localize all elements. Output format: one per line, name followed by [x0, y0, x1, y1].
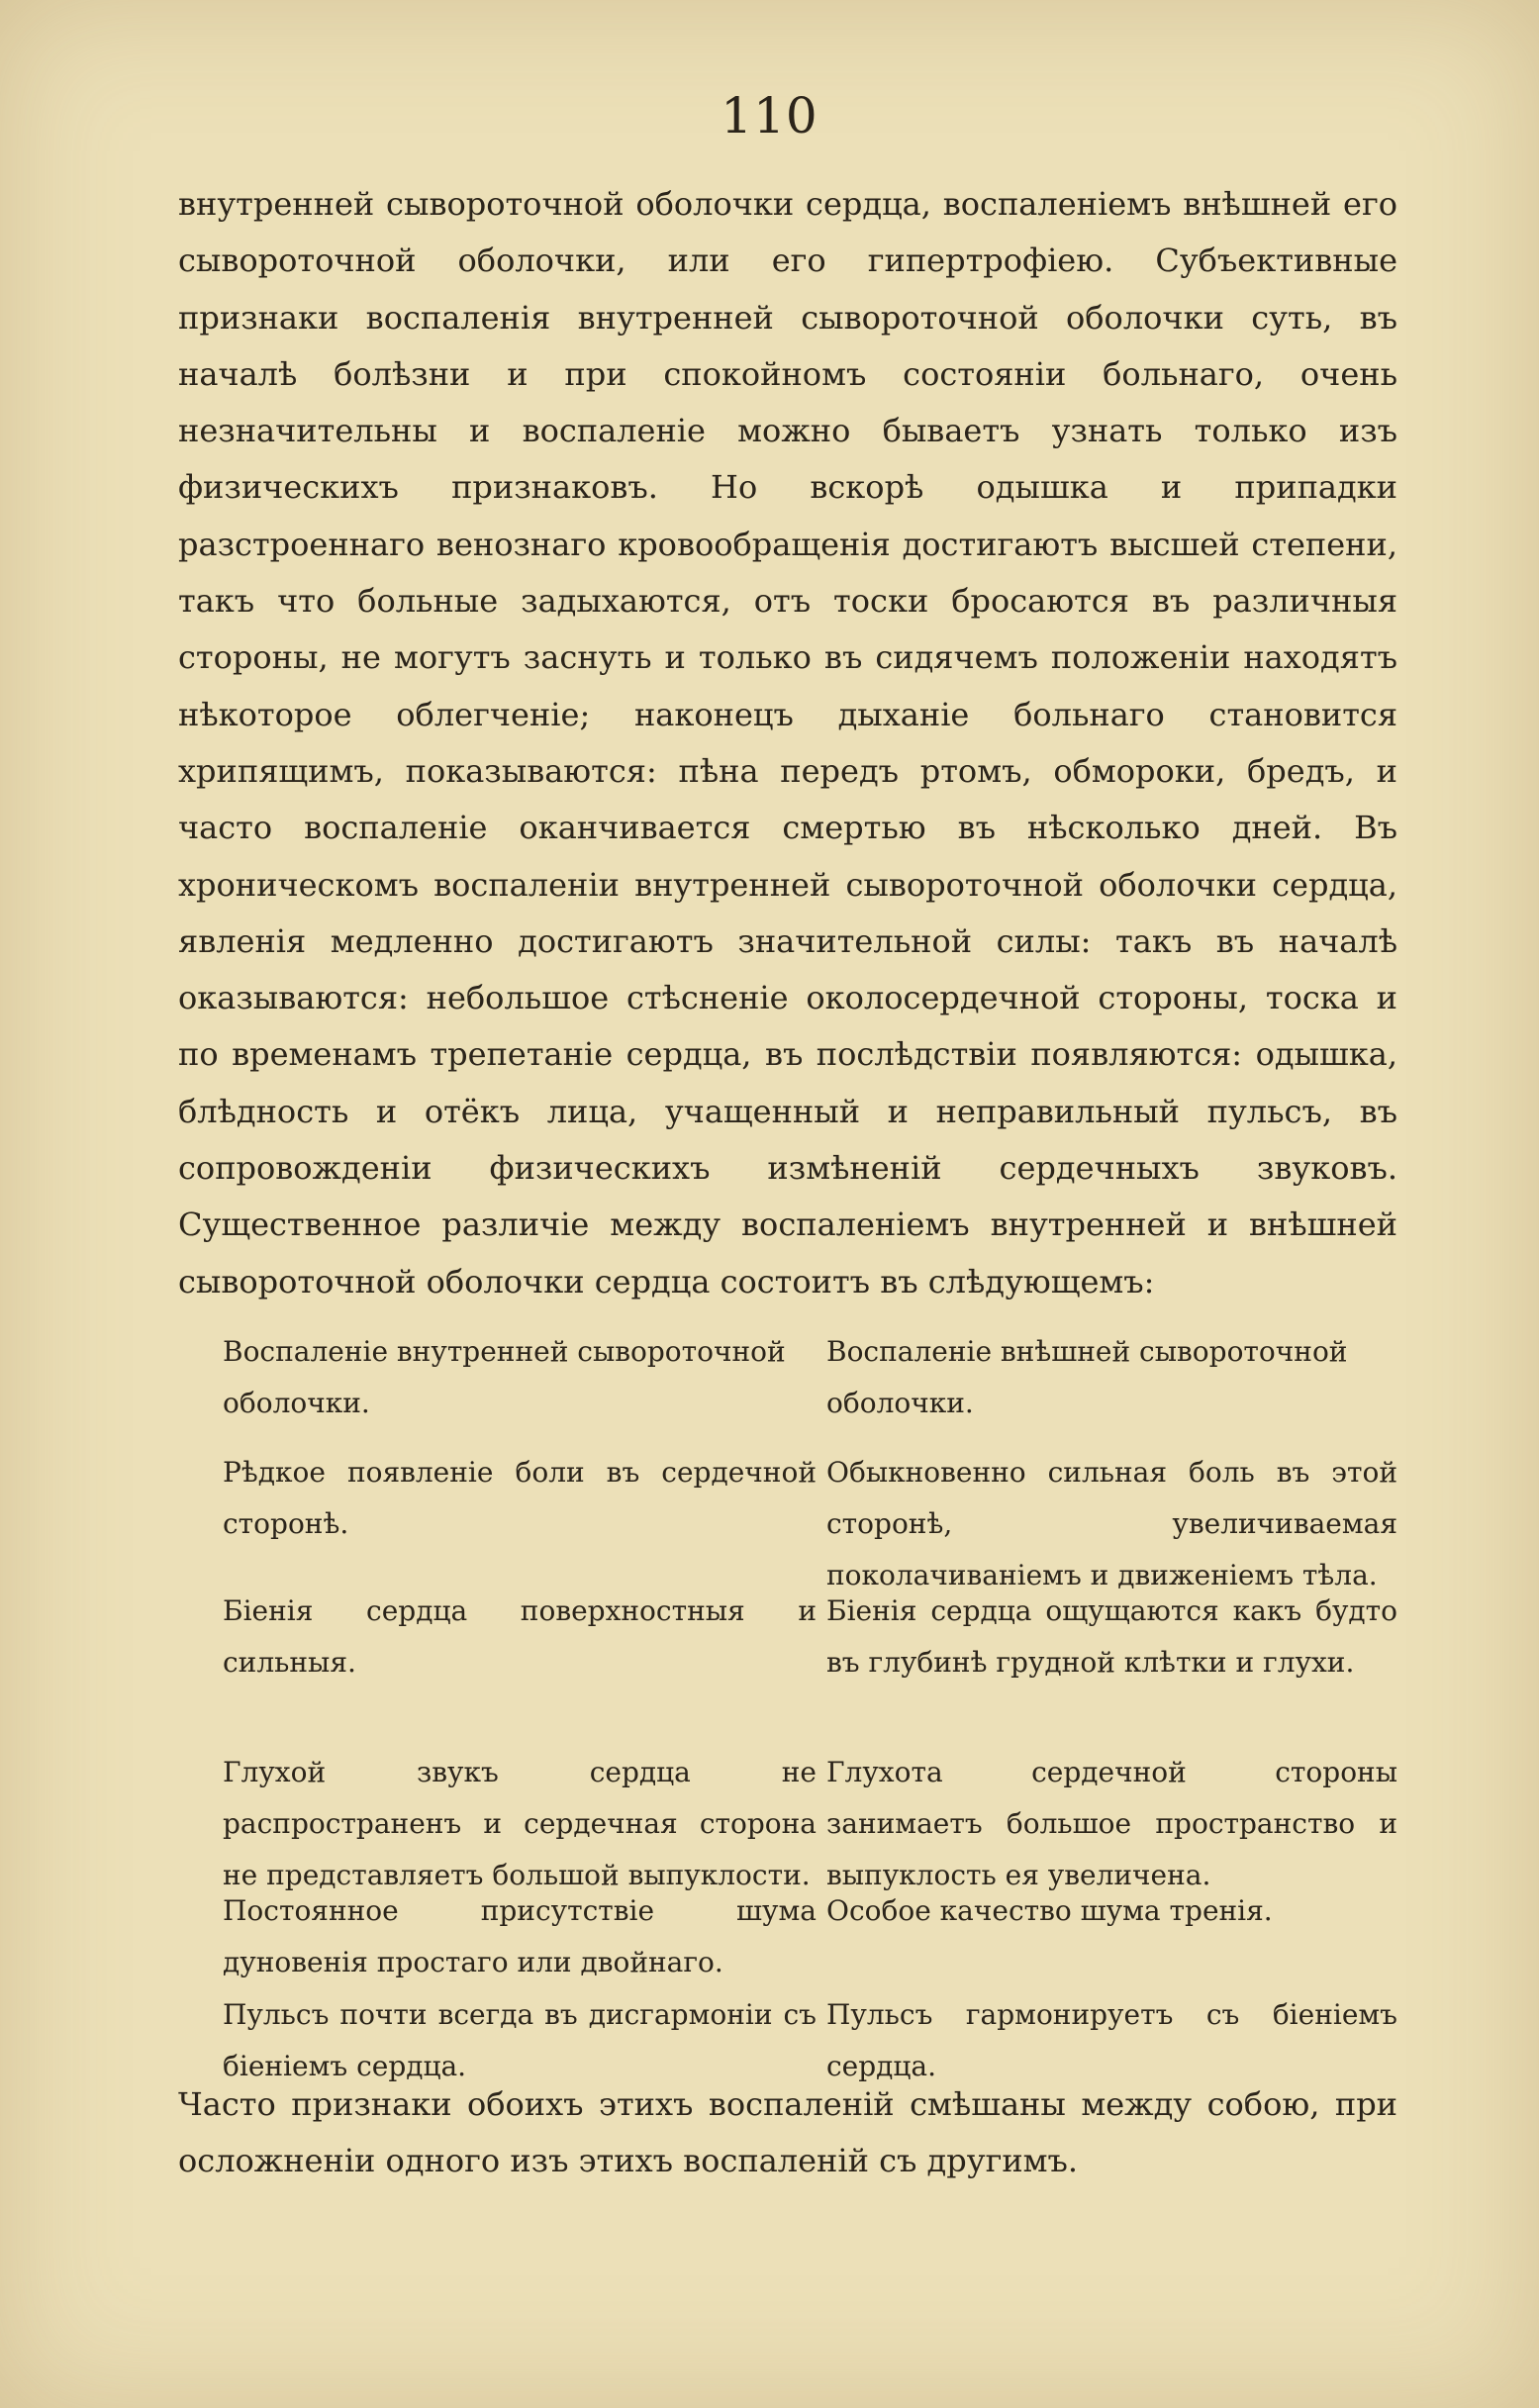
- main-paragraph: внутренней сывороточной оболочки сердца, воспаленіемъ внѣшней его сывороточной оболочки, или его гипертрофіею. Субъективные признаки воспаленія внутренней сывороточной оболочки суть, въ началѣ болѣзни и при спокойномъ состояніи больнаго, очень незначительны и воспаленіе можно бываетъ узнать только изъ физическихъ признаковъ. Но вскорѣ одышка и припадки разстроеннаго венознаго кровообращенія достигаютъ высшей степени, такъ что больные задыхаются, отъ тоски бросаются въ различныя стороны, не могутъ заснуть и только въ сидячемъ положеніи находятъ нѣкоторое облегченіе; наконецъ дыханіе больнаго становится хрипящимъ, показываются: пѣна передъ ртомъ, обмороки, бредъ, и часто воспаленіе оканчивается смертью въ нѣсколько дней. Въ хроническомъ воспаленіи внутренней сывороточной оболочки сердца, явленія медленно достигаютъ значительной силы: такъ въ началѣ оказываются: небольшое стѣсненіе околосердечной стороны, тоска и по временамъ трепетаніе сердца, въ послѣдствіи появляются: одышка, блѣдность и отёкъ лица, учащенный и неправильный пульсъ, въ сопровожденіи физическихъ измѣненій сердечныхъ звуковъ. Существенное различіе между воспаленіемъ внутренней и внѣшней сывороточной оболочки сердца состоитъ въ слѣдующемъ:: [178, 185, 1397, 1300]
- comparison-left-cell-3: Глухой звукъ сердца не распространенъ и сердечная сторона не представляетъ большой выпуклости.: [223, 1756, 817, 1891]
- page-number: 110: [721, 87, 818, 144]
- comparison-left-cell-2: Біенія сердца поверхностныя и сильныя.: [223, 1594, 817, 1679]
- comparison-right-cell-4: Особое качество шума тренія.: [826, 1894, 1273, 1927]
- comparison-left-cell-4: Постоянное присутствіе шума дуновенія простаго или двойнаго.: [223, 1894, 817, 1978]
- comparison-left-cell-1: Рѣдкое появленіе боли въ сердечной сторонѣ.: [223, 1456, 817, 1540]
- comparison-right-cell-3: Глухота сердечной стороны занимаетъ большое пространство и выпуклость ея увеличена.: [826, 1756, 1397, 1891]
- left-column-heading: Воспаленіе внутренней сывороточной оболочки.: [223, 1335, 786, 1419]
- body-text: [178, 176, 1397, 1310]
- comparison-right-cell-5: Пульсъ гармонируетъ съ біеніемъ сердца.: [826, 1998, 1397, 2082]
- closing-paragraph: Часто признаки обоихъ этихъ воспаленій смѣшаны между собою, при осложненіи одного изъ этихъ воспаленій съ другимъ.: [178, 2085, 1397, 2180]
- comparison-right-cell-2: Біенія сердца ощущаются какъ будто въ глубинѣ грудной клѣтки и глухи.: [826, 1594, 1397, 1679]
- comparison-right-cell-1: Обыкновенно сильная боль въ этой сторонѣ, увеличиваемая поколачиваніемъ и движеніемъ тѣла.: [826, 1456, 1397, 1591]
- comparison-left-cell-5: Пульсъ почти всегда въ дисгармоніи съ біеніемъ сердца.: [223, 1998, 817, 2082]
- right-column-heading: Воспаленіе внѣшней сывороточной оболочки.: [826, 1335, 1348, 1419]
